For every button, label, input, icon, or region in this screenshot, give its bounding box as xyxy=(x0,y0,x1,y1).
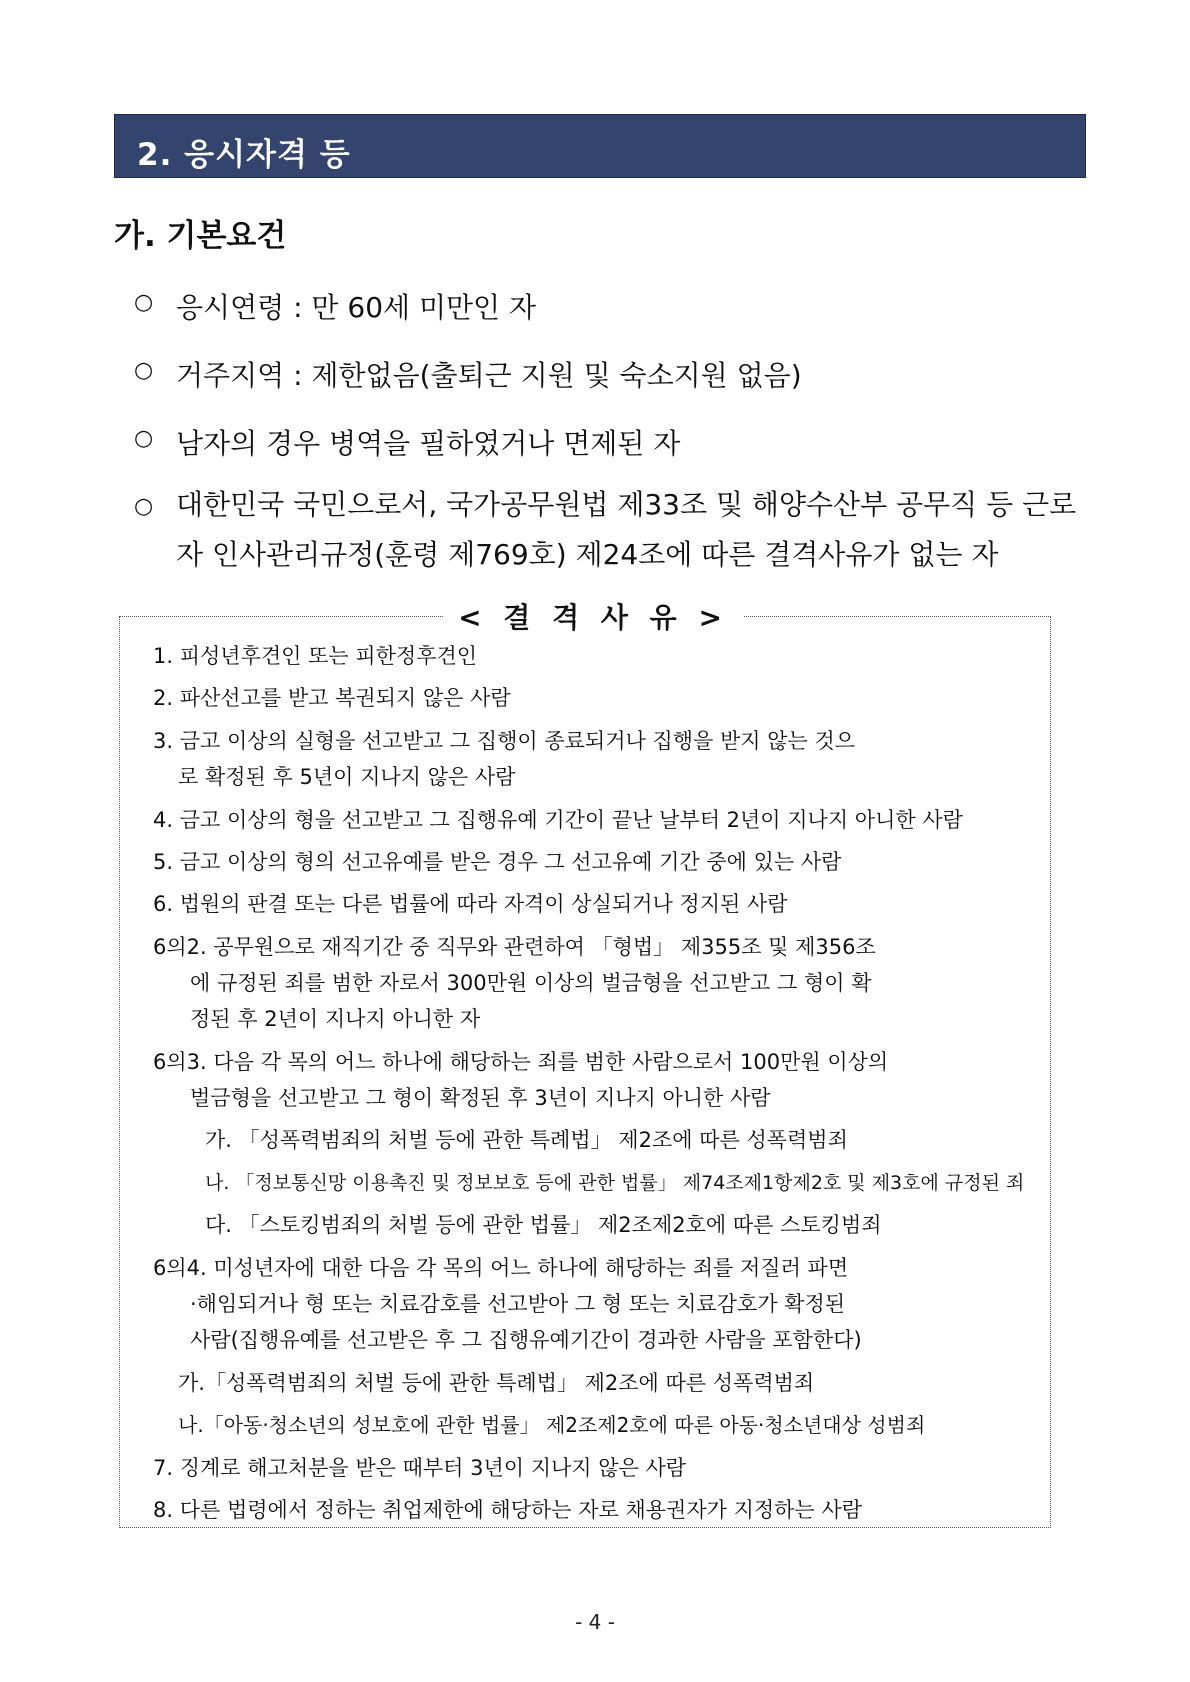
disqualification-line: 정된 후 2년이 지나지 아니한 자 xyxy=(190,1007,481,1031)
disqualification-line: 사람(집행유예를 선고받은 후 그 집행유예기간이 경과한 사람을 포함한다) xyxy=(190,1328,862,1352)
disqualification-line: 4. 금고 이상의 형을 선고받고 그 집행유예 기간이 끝난 날부터 2년이 지나지 아니한 사람 xyxy=(153,808,963,832)
disqualification-line: 에 규정된 죄를 범한 자로서 300만원 이상의 벌금형을 선고받고 그 형이 확 xyxy=(190,971,872,995)
disqualification-line: 6. 법원의 판결 또는 다른 법률에 따라 자격이 상실되거나 정지된 사람 xyxy=(153,892,788,916)
disqualification-line: 2. 파산선고를 받고 복권되지 않은 사람 xyxy=(153,686,511,710)
disqualification-line: 3. 금고 이상의 실형을 선고받고 그 집행이 종료되거나 집행을 받지 않는 것으 xyxy=(153,729,856,753)
disqualification-line: 나.「아동·청소년의 성보호에 관한 법률」 제2조제2호에 따른 아동·청소년대상 성범죄 xyxy=(178,1413,926,1437)
section-title: 2. 응시자격 등 xyxy=(137,137,351,173)
sub-heading: 가. 기본요건 xyxy=(114,218,287,254)
section-header xyxy=(114,114,1086,178)
disqualification-line: ·해임되거나 형 또는 치료감호를 선고받아 그 형 또는 치료감호가 확정된 xyxy=(190,1292,846,1316)
circle-bullet-icon: ○ xyxy=(134,426,154,451)
disqualification-line: 6의3. 다음 각 목의 어느 하나에 해당하는 죄를 범한 사람으로서 100만원 이상의 xyxy=(153,1050,889,1074)
requirement-text: 대한민국 국민으로서, 국가공무원법 제33조 및 해양수산부 공무직 등 근로자 인사관리규정(훈령 제769호) 제24조에 따른 결격사유가 없는 자 xyxy=(176,488,1077,571)
disqualification-line: 로 확정된 후 5년이 지나지 않은 사람 xyxy=(178,765,516,789)
disqualification-line: 7. 징계로 해고처분을 받은 때부터 3년이 지나지 않은 사람 xyxy=(153,1456,687,1480)
disqualification-line: 다. 「스토킹범죄의 처벌 등에 관한 법률」 제2조제2호에 따른 스토킹범죄 xyxy=(205,1213,882,1237)
disqualification-line: 벌금형을 선고받고 그 형이 확정된 후 3년이 지나지 아니한 사람 xyxy=(190,1086,771,1110)
circle-bullet-icon: ○ xyxy=(134,290,154,315)
disqualification-line: 가.「성폭력범죄의 처벌 등에 관한 특례법」 제2조에 따른 성폭력범죄 xyxy=(178,1371,815,1395)
page-number: - 4 - xyxy=(575,1610,615,1634)
disqualification-line: 1. 피성년후견인 또는 피한정후견인 xyxy=(153,644,478,668)
disqualification-line: 가. 「성폭력범죄의 처벌 등에 관한 특례법」 제2조에 따른 성폭력범죄 xyxy=(205,1128,848,1152)
disqualification-title: < 결 격 사 유 > xyxy=(443,596,743,636)
requirement-text: 응시연령 : 만 60세 미만인 자 xyxy=(176,291,537,324)
circle-bullet-icon: ○ xyxy=(134,494,154,519)
requirement-text: 남자의 경우 병역을 필하였거나 면제된 자 xyxy=(176,427,681,460)
circle-bullet-icon: ○ xyxy=(134,358,154,383)
disqualification-line: 나. 「정보통신망 이용촉진 및 정보보호 등에 관한 법률」 제74조제1항제2호 및 제3호에 규정된 죄 xyxy=(205,1172,1025,1194)
disqualification-line: 6의4. 미성년자에 대한 다음 각 목의 어느 하나에 해당하는 죄를 저질러 파면 xyxy=(153,1256,849,1280)
requirement-text: 거주지역 : 제한없음(출퇴근 지원 및 숙소지원 없음) xyxy=(176,359,802,392)
disqualification-line: 8. 다른 법령에서 정하는 취업제한에 해당하는 자로 채용권자가 지정하는 사람 xyxy=(153,1498,862,1522)
disqualification-line: 5. 금고 이상의 형의 선고유예를 받은 경우 그 선고유예 기간 중에 있는 사람 xyxy=(153,850,842,874)
disqualification-line: 6의2. 공무원으로 재직기간 중 직무와 관련하여 「형법」 제355조 및 제356조 xyxy=(153,935,876,959)
